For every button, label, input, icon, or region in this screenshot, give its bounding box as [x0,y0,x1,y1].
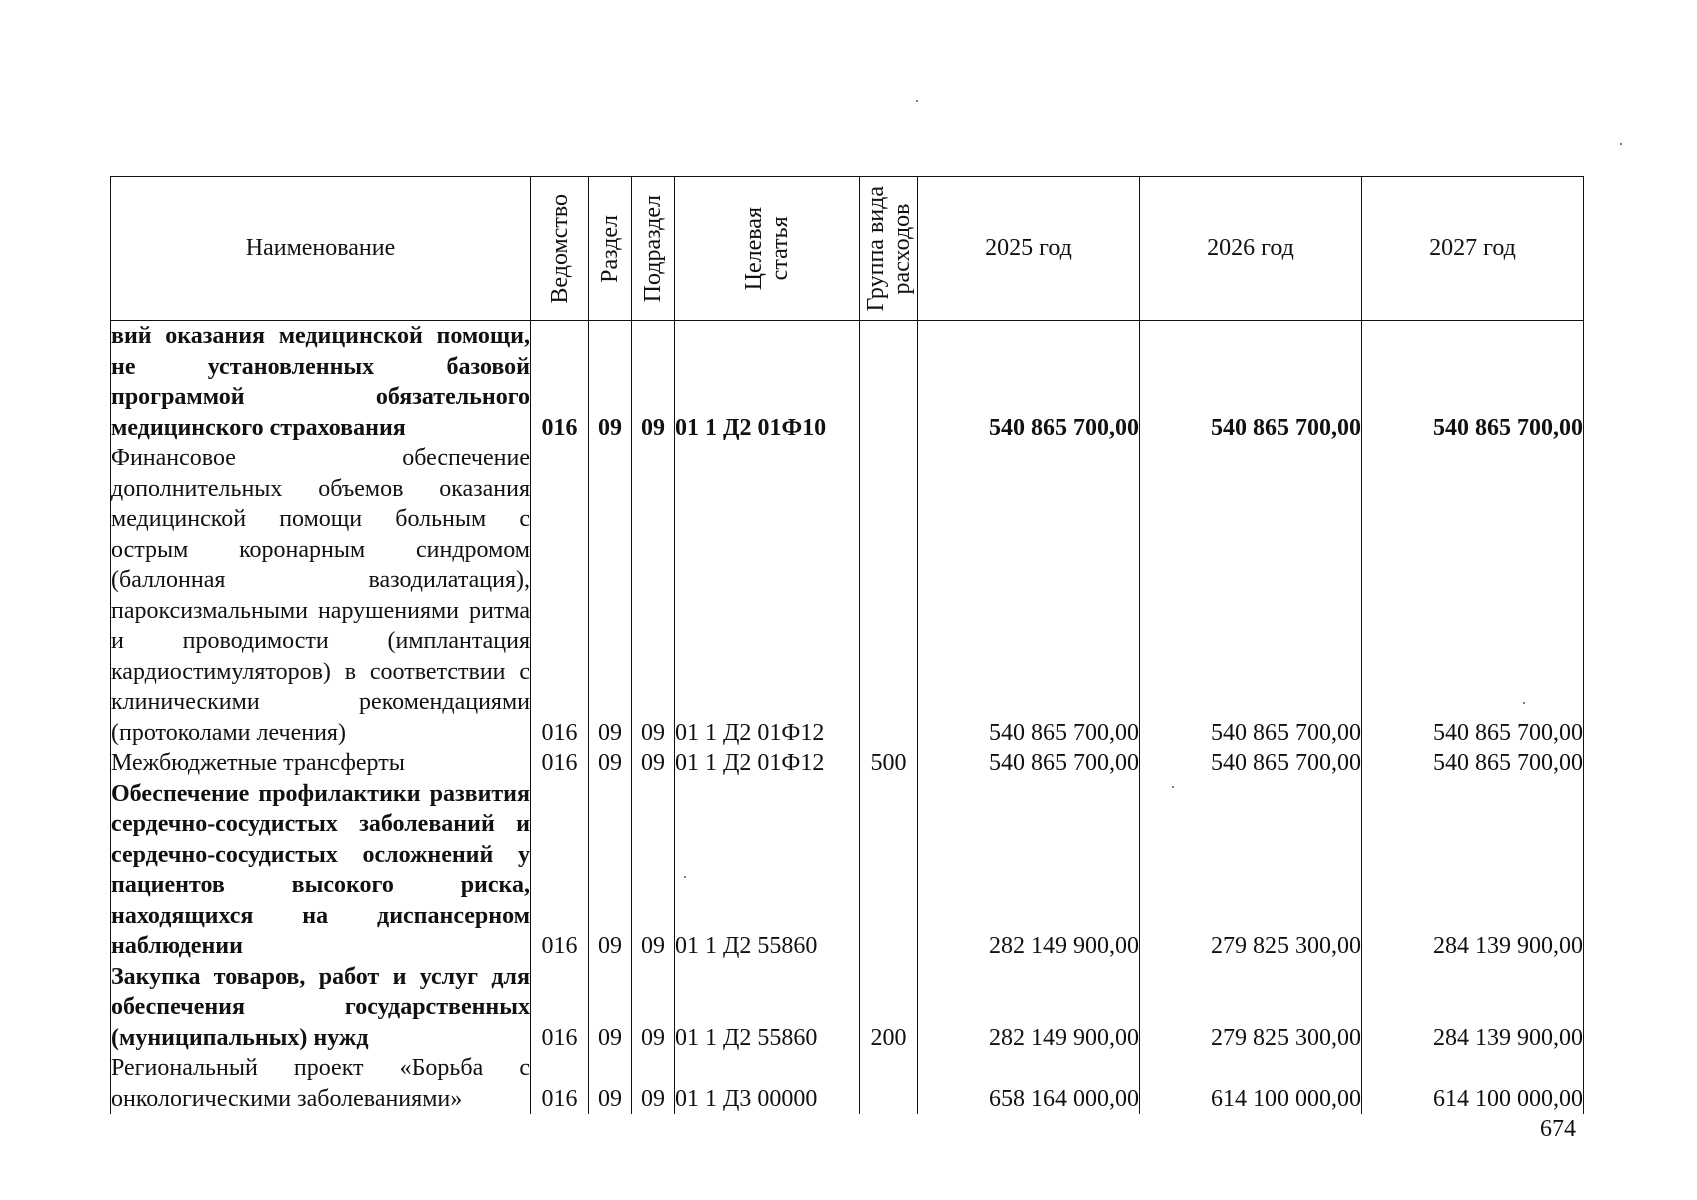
row-name: Закупка товаров, работ и услуг для обеспечения государственных (муниципальных) нужд [111,962,531,1054]
scan-speck [684,876,686,878]
scan-speck [1523,702,1525,704]
table-row [111,748,1584,779]
header-podrazdel: Подраздел [632,177,675,321]
row-vedomstvo: 016 [531,748,589,779]
row-2025: 540 865 700,00 [918,321,1140,444]
header-2025: 2025 год [918,177,1140,321]
row-target: 01 1 Д3 00000 [675,1053,860,1114]
row-2026: 540 865 700,00 [1140,443,1362,748]
row-razdel: 09 [589,779,632,962]
row-2025: 658 164 000,00 [918,1053,1140,1114]
row-target: 01 1 Д2 01Ф12 [675,748,860,779]
table-row [111,321,1584,444]
row-group: 200 [860,962,918,1054]
table-row [111,443,1584,748]
row-2025: 282 149 900,00 [918,779,1140,962]
header-group: Группа вида расходов [860,177,918,321]
row-2027: 540 865 700,00 [1362,443,1584,748]
row-podrazdel: 09 [632,779,675,962]
row-2026: 279 825 300,00 [1140,779,1362,962]
row-razdel: 09 [589,962,632,1054]
row-name: вий оказания медицинской помощи, не установленных базовой программой обязательного медицинского страхования [111,321,531,444]
table-row [111,962,1584,1054]
row-name: Межбюджетные трансферты [111,748,531,779]
row-2026: 614 100 000,00 [1140,1053,1362,1114]
scan-speck [1620,143,1622,145]
row-group [860,1053,918,1114]
row-2025: 282 149 900,00 [918,962,1140,1054]
row-group [860,321,918,444]
header-razdel: Раздел [589,177,632,321]
row-2027: 540 865 700,00 [1362,748,1584,779]
row-2027: 540 865 700,00 [1362,321,1584,444]
row-target: 01 1 Д2 01Ф10 [675,321,860,444]
header-vedomstvo: Ведомство [531,177,589,321]
header-2026: 2026 год [1140,177,1362,321]
row-2027: 284 139 900,00 [1362,962,1584,1054]
scan-speck [1172,786,1174,788]
scan-speck [916,100,918,102]
row-razdel: 09 [589,748,632,779]
row-target: 01 1 Д2 55860 [675,779,860,962]
row-vedomstvo: 016 [531,962,589,1054]
row-2027: 614 100 000,00 [1362,1053,1584,1114]
row-razdel: 09 [589,321,632,444]
budget-table [110,176,1584,1114]
row-name: Региональный проект «Борьба с онкологическими заболеваниями» [111,1053,531,1114]
row-podrazdel: 09 [632,1053,675,1114]
row-vedomstvo: 016 [531,1053,589,1114]
table-header-row [111,177,1584,321]
table-row [111,1053,1584,1114]
page-number: 674 [1540,1116,1576,1142]
row-podrazdel: 09 [632,748,675,779]
row-2025: 540 865 700,00 [918,443,1140,748]
header-name: Наименование [111,177,531,321]
row-2026: 540 865 700,00 [1140,321,1362,444]
row-razdel: 09 [589,1053,632,1114]
row-2026: 540 865 700,00 [1140,748,1362,779]
table-row [111,779,1584,962]
row-group [860,779,918,962]
row-name: Финансовое обеспечение дополнительных объемов оказания медицинской помощи больным с острым коронарным синдромом (баллонная вазодилатация), пароксизмальными нарушениями ритма и проводимости (имплантация кардиостимуляторов) в соответствии с клиническими рекомендациями (протоколами лечения) [111,443,531,748]
row-vedomstvo: 016 [531,779,589,962]
row-2025: 540 865 700,00 [918,748,1140,779]
row-2027: 284 139 900,00 [1362,779,1584,962]
row-2026: 279 825 300,00 [1140,962,1362,1054]
row-name: Обеспечение профилактики развития сердечно-сосудистых заболеваний и сердечно-сосудистых осложнений у пациентов высокого риска, находящихся на диспансерном наблюдении [111,779,531,962]
row-vedomstvo: 016 [531,321,589,444]
row-vedomstvo: 016 [531,443,589,748]
row-target: 01 1 Д2 55860 [675,962,860,1054]
row-group [860,443,918,748]
row-target: 01 1 Д2 01Ф12 [675,443,860,748]
row-group: 500 [860,748,918,779]
row-razdel: 09 [589,443,632,748]
row-podrazdel: 09 [632,321,675,444]
row-podrazdel: 09 [632,962,675,1054]
header-2027: 2027 год [1362,177,1584,321]
header-target: Целевая статья [675,177,860,321]
row-podrazdel: 09 [632,443,675,748]
